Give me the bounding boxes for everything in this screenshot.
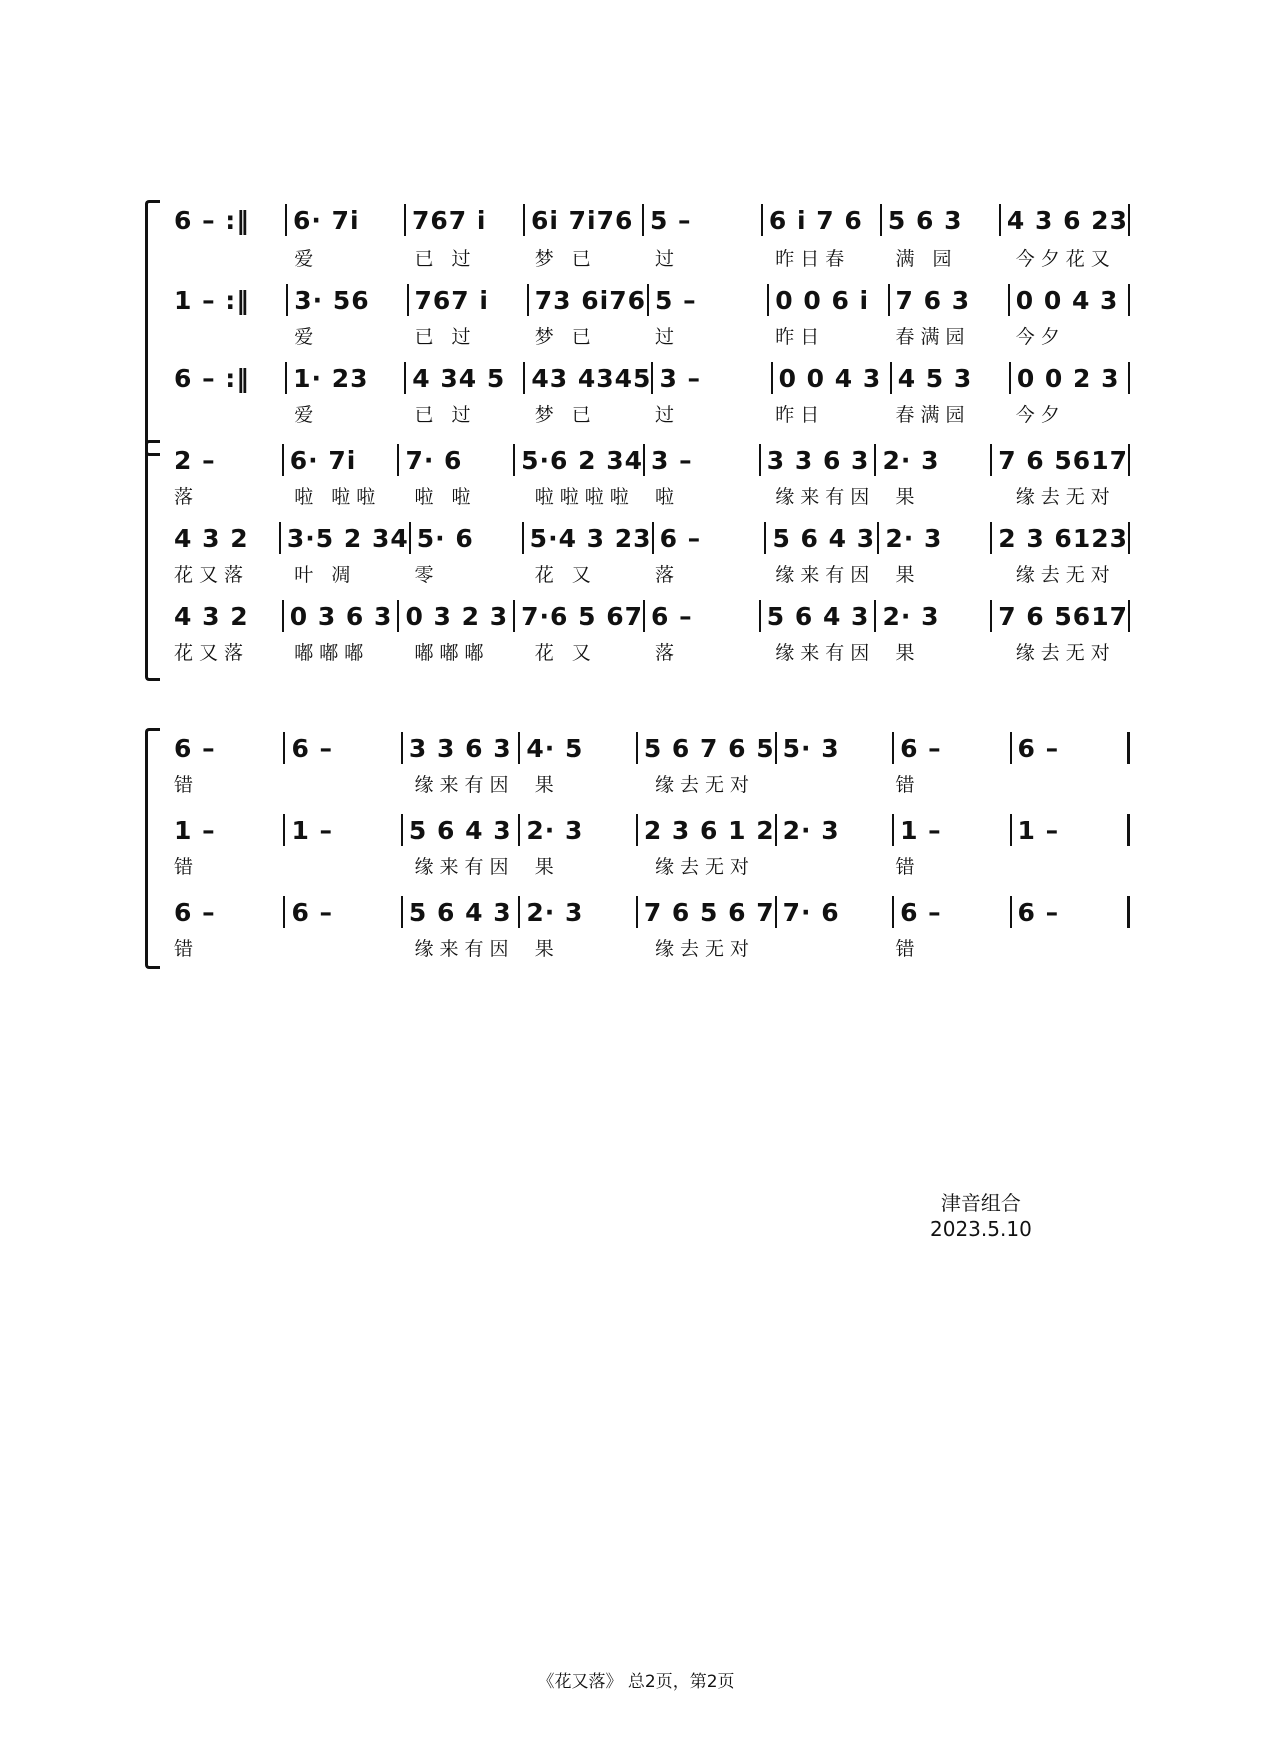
measure: 43 4345 — [531, 363, 652, 393]
signature-block — [930, 1190, 1032, 1242]
voice-1-notes — [168, 200, 1130, 240]
voice-2-lyrics — [168, 850, 1130, 880]
measure: 5 6 7 6 5 — [643, 733, 775, 763]
lyric: 啦 — [655, 485, 681, 508]
voice-3-lyrics — [168, 398, 1130, 428]
score-system-3 — [150, 728, 1130, 988]
measure: 2 3 6123 — [998, 523, 1129, 553]
lyric: 今夕 — [1015, 403, 1066, 426]
measure: 1 – — [900, 815, 942, 845]
lyric: 果 — [534, 773, 560, 796]
measure: 5 – — [649, 205, 692, 235]
voice-2-notes — [168, 518, 1130, 558]
lyric: 花 又 — [534, 563, 597, 586]
measure: 7 6 3 — [895, 285, 971, 315]
measure: 1 – — [291, 815, 334, 845]
lyric: 错 — [174, 937, 200, 960]
page-footer: 《花又落》 总2页，第2页 — [537, 1672, 735, 1692]
measure: 2· 3 — [882, 601, 940, 631]
lyric: 果 — [895, 563, 921, 586]
voice-1-notes — [168, 728, 1130, 768]
lyric: 过 — [655, 325, 681, 348]
system-brace — [145, 200, 160, 456]
lyric: 今夕花又 — [1015, 247, 1116, 270]
lyric: 爱 — [294, 247, 320, 270]
measure: 6 – — [174, 897, 216, 927]
lyric: 缘去无对 — [1015, 485, 1116, 508]
lyric: 已 过 — [414, 247, 477, 270]
voice-2-lyrics — [168, 558, 1130, 588]
voice-2-lyrics — [168, 320, 1130, 350]
measure: 5 6 4 3 — [408, 815, 512, 845]
measure: 5 6 4 3 — [408, 897, 512, 927]
lyric: 缘去无对 — [1015, 563, 1116, 586]
lyric: 叶 凋 — [294, 563, 357, 586]
measure: 7 6 5 6 7 — [643, 897, 775, 927]
measure: 6 – :‖ — [174, 205, 250, 235]
lyric: 缘去无对 — [655, 937, 756, 960]
measure: 5 6 3 — [887, 205, 963, 235]
lyric: 果 — [534, 937, 560, 960]
measure: 1 – — [174, 815, 216, 845]
measure: 6 – — [291, 733, 334, 763]
voice-2-notes — [168, 810, 1130, 850]
voice-3-notes — [168, 596, 1130, 636]
measure: 2 3 6 1 2 — [643, 815, 775, 845]
measure: 0 3 2 3 — [405, 601, 509, 631]
measure: 5· 3 — [782, 733, 840, 763]
measure: 4 5 3 — [897, 363, 973, 393]
lyric: 昨日 — [775, 403, 826, 426]
lyric: 果 — [895, 485, 921, 508]
lyric: 错 — [895, 855, 921, 878]
measure: 1· 23 — [293, 363, 369, 393]
measure: 7 6 5617 — [998, 445, 1128, 475]
measure: 0 3 6 3 — [289, 601, 393, 631]
measure: 4· 5 — [526, 733, 584, 763]
lyric: 缘来有因 — [414, 773, 515, 796]
lyric: 零 — [414, 563, 440, 586]
system-brace — [145, 440, 160, 681]
lyric: 落 — [174, 485, 200, 508]
measure: 7· 6 — [405, 445, 463, 475]
measure: 3· 56 — [294, 285, 370, 315]
measure: 5 6 4 3 — [766, 601, 870, 631]
lyric: 花 又 — [534, 641, 597, 664]
lyric: 满 园 — [895, 247, 958, 270]
measure: 6 i 7 6 — [768, 205, 863, 235]
lyric: 啦啦啦啦 — [534, 485, 635, 508]
lyric: 错 — [895, 937, 921, 960]
lyric: 落 — [655, 563, 681, 586]
measure: 4 3 2 — [174, 601, 249, 631]
voice-1-lyrics — [168, 768, 1130, 798]
measure: 2· 3 — [526, 815, 584, 845]
lyric: 花又落 — [174, 563, 250, 586]
lyric: 缘去无对 — [1015, 641, 1116, 664]
measure: 767 i — [411, 205, 487, 235]
lyric: 缘来有因 — [414, 937, 515, 960]
measure: 73 6i76 — [534, 285, 646, 315]
measure: 767 i — [414, 285, 489, 315]
measure: 7·6 5 67 — [521, 601, 644, 631]
lyric: 春满园 — [895, 403, 971, 426]
lyric: 果 — [895, 641, 921, 664]
lyric: 梦 已 — [534, 403, 597, 426]
voice-3-lyrics — [168, 636, 1130, 666]
system-brace — [145, 728, 160, 969]
lyric: 嘟嘟嘟 — [294, 641, 370, 664]
measure: 6· 7i — [292, 205, 360, 235]
lyric: 果 — [534, 855, 560, 878]
lyric: 缘去无对 — [655, 773, 756, 796]
measure: 7· 6 — [782, 897, 840, 927]
score-system-1 — [150, 200, 1130, 460]
measure: 0 0 2 3 — [1016, 363, 1120, 393]
measure: 6 – :‖ — [174, 363, 250, 393]
measure: 5·6 2 34 — [521, 445, 644, 475]
lyric: 错 — [174, 773, 200, 796]
lyric: 昨日 — [775, 325, 826, 348]
lyric: 已 过 — [414, 325, 477, 348]
lyric: 昨日春 — [775, 247, 851, 270]
measure: 3 – — [651, 445, 693, 475]
measure: 6 – — [651, 601, 693, 631]
measure: 1 – — [1017, 815, 1060, 845]
lyric: 缘来有因 — [414, 855, 515, 878]
measure: 6 – — [900, 897, 942, 927]
lyric: 啦 啦啦 — [294, 485, 382, 508]
measure: 5 6 4 3 — [772, 523, 876, 553]
measure: 6 – — [900, 733, 942, 763]
voice-1-lyrics — [168, 480, 1130, 510]
lyric: 错 — [174, 855, 200, 878]
measure: 2 – — [174, 445, 216, 475]
measure: 5·4 3 23 — [529, 523, 652, 553]
lyric: 缘去无对 — [655, 855, 756, 878]
measure: 6 – — [174, 733, 216, 763]
measure: 7 6 5617 — [998, 601, 1128, 631]
lyric: 春满园 — [895, 325, 971, 348]
signature-name: 津音组合 — [940, 1191, 1021, 1215]
measure: 1 – :‖ — [174, 285, 250, 315]
measure: 2· 3 — [526, 897, 584, 927]
measure: 0 0 4 3 — [778, 363, 882, 393]
voice-3-notes — [168, 358, 1130, 398]
lyric: 啦 啦 — [414, 485, 477, 508]
measure: 2· 3 — [782, 815, 840, 845]
score-system-2 — [150, 440, 1130, 700]
voice-1-lyrics — [168, 242, 1130, 272]
signature-date: 2023.5.10 — [930, 1217, 1032, 1241]
lyric: 已 过 — [414, 403, 477, 426]
measure: 3·5 2 34 — [286, 523, 409, 553]
measure: 6i 7i76 — [530, 205, 634, 235]
voice-2-notes — [168, 280, 1130, 320]
measure: 6 – — [291, 897, 334, 927]
lyric: 梦 已 — [534, 325, 597, 348]
measure: 2· 3 — [885, 523, 943, 553]
measure: 6 – — [1017, 733, 1060, 763]
measure: 3 3 6 3 — [766, 445, 870, 475]
lyric: 爱 — [294, 325, 320, 348]
lyric: 花又落 — [174, 641, 250, 664]
measure: 6 – — [1017, 897, 1060, 927]
lyric: 落 — [655, 641, 681, 664]
lyric: 错 — [895, 773, 921, 796]
measure: 3 3 6 3 — [408, 733, 512, 763]
measure: 6· 7i — [289, 445, 357, 475]
lyric: 缘来有因 — [775, 485, 876, 508]
lyric: 过 — [655, 403, 681, 426]
measure: 0 0 6 i — [775, 285, 870, 315]
lyric: 今夕 — [1015, 325, 1066, 348]
lyric: 嘟嘟嘟 — [414, 641, 490, 664]
measure: 5 – — [655, 285, 697, 315]
measure: 2· 3 — [882, 445, 940, 475]
lyric: 过 — [655, 247, 681, 270]
measure: 3 – — [659, 363, 702, 393]
measure: 6 – — [659, 523, 702, 553]
measure: 5· 6 — [416, 523, 474, 553]
lyric: 爱 — [294, 403, 320, 426]
measure: 4 34 5 — [412, 363, 506, 393]
voice-3-notes — [168, 892, 1130, 932]
voice-1-notes — [168, 440, 1130, 480]
lyric: 缘来有因 — [775, 563, 876, 586]
lyric: 梦 已 — [534, 247, 597, 270]
lyric: 缘来有因 — [775, 641, 876, 664]
voice-3-lyrics — [168, 932, 1130, 962]
measure: 0 0 4 3 — [1015, 285, 1119, 315]
measure: 4 3 6 23 — [1006, 205, 1128, 235]
measure: 4 3 2 — [174, 523, 249, 553]
